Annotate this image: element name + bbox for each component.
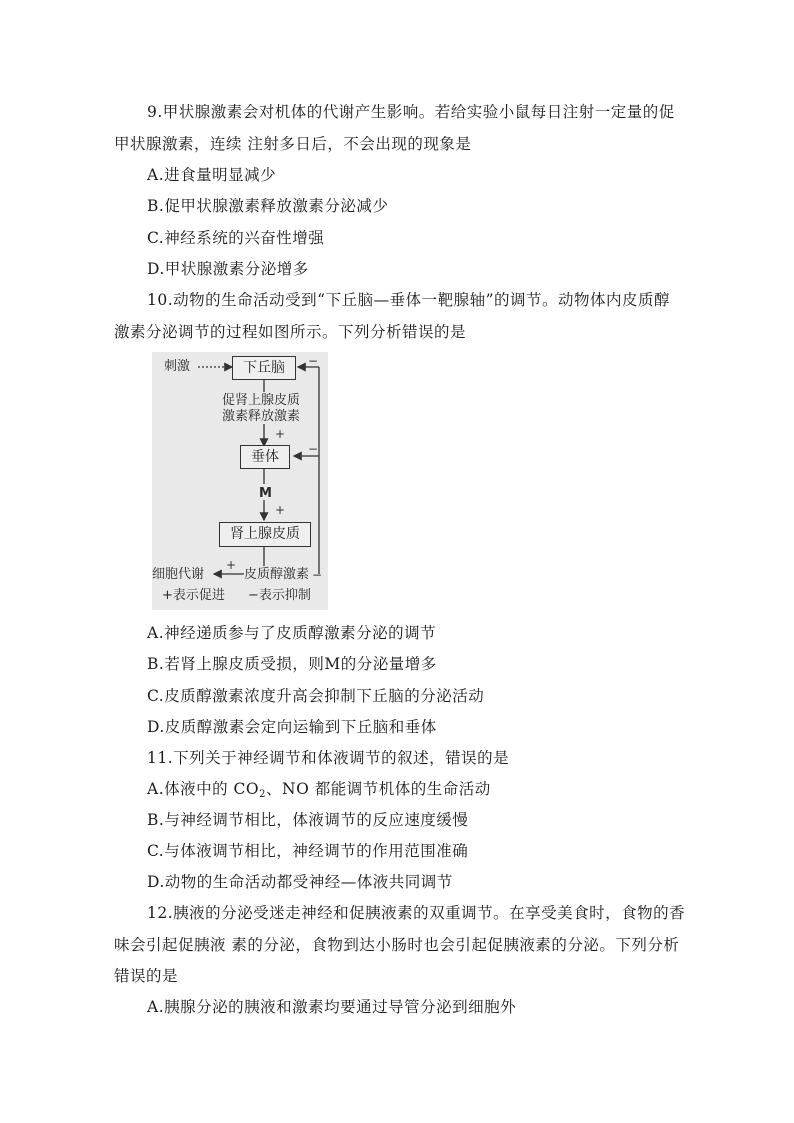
q12-stem-line1: 12.胰液的分泌受迷走神经和促胰液素的双重调节。在享受美食时，食物的香	[147, 904, 686, 922]
plus-sign-m: +	[275, 503, 286, 517]
adrenal-cortex-box: 肾上腺皮质	[219, 522, 311, 547]
q10-option-b: B.若肾上腺皮质受损，则M的分泌量增多	[147, 655, 437, 673]
q11-option-c: C.与体液调节相比，神经调节的作用范围准确	[147, 842, 469, 860]
q9-option-d: D.甲状腺激素分泌增多	[147, 260, 309, 278]
hypothalamus-box: 下丘脑	[232, 356, 296, 380]
hormone-regulation-diagram	[152, 352, 328, 610]
minus-sign-hypothalamus: −	[308, 354, 319, 368]
q9-stem-line1: 9.甲状腺激素会对机体的代谢产生影响。若给实验小鼠每日注射一定量的促	[147, 103, 675, 121]
plus-sign-metabolism: +	[226, 558, 237, 572]
q9-stem-line2: 甲状腺激素，连续 注射多日后，不会出现的现象是	[114, 135, 472, 153]
crh-label-line2: 激素释放激素	[222, 409, 301, 424]
q10-stem-line2: 激素分泌调节的过程如图所示。下列分析错误的是	[114, 323, 467, 341]
minus-sign-pituitary: −	[308, 442, 319, 456]
q10-option-c: C.皮质醇激素浓度升高会抑制下丘脑的分泌活动	[147, 687, 485, 705]
q11-option-d: D.动物的生命活动都受神经—体液共同调节	[147, 873, 453, 891]
cortisol-label: 皮质醇激素	[244, 567, 310, 582]
cell-metabolism-label: 细胞代谢	[152, 567, 205, 582]
q12-stem-line3: 错误的是	[114, 967, 179, 985]
crh-label-line1: 促肾上腺皮质	[222, 393, 301, 408]
q10-option-d: D.皮质醇激素会定向运输到下丘脑和垂体	[147, 718, 437, 736]
q11-option-a	[147, 778, 491, 806]
q12-option-a: A.胰腺分泌的胰液和激素均要通过导管分泌到细胞外	[147, 998, 517, 1016]
stimulus-label: 刺激	[164, 359, 191, 374]
legend-inhibit: −表示抑制	[248, 588, 311, 603]
q9-option-c: C.神经系统的兴奋性增强	[147, 229, 325, 247]
q12-stem-line2: 味会引起促胰液 素的分泌，食物到达小肠时也会引起促胰液素的分泌。下列分析	[114, 936, 680, 954]
q11-option-a-pre: A.体液中的 CO	[147, 780, 260, 798]
q10-stem-line1: 10.动物的生命活动受到“下丘脑—垂体一靶腺轴”的调节。动物体内皮质醇	[147, 291, 671, 309]
q9-option-a: A.进食量明显减少	[147, 166, 277, 184]
q11-option-b: B.与神经调节相比，体液调节的反应速度缓慢	[147, 811, 469, 829]
q11-option-a-subscript: 2	[259, 789, 266, 800]
pituitary-box: 垂体	[240, 445, 290, 469]
q11-option-a-post: 、NO 都能调节机体的生命活动	[266, 780, 491, 798]
q9-option-b: B.促甲状腺激素释放激素分泌减少	[147, 197, 389, 215]
m-label: M	[259, 486, 272, 501]
minus-sign-cortisol: −	[312, 568, 323, 582]
q10-option-a: A.神经递质参与了皮质醇激素分泌的调节	[147, 624, 437, 642]
plus-sign-crh: +	[275, 427, 286, 441]
q11-stem: 11.下列关于神经调节和体液调节的叙述，错误的是	[147, 749, 510, 767]
legend-promote: +表示促进	[162, 588, 225, 603]
